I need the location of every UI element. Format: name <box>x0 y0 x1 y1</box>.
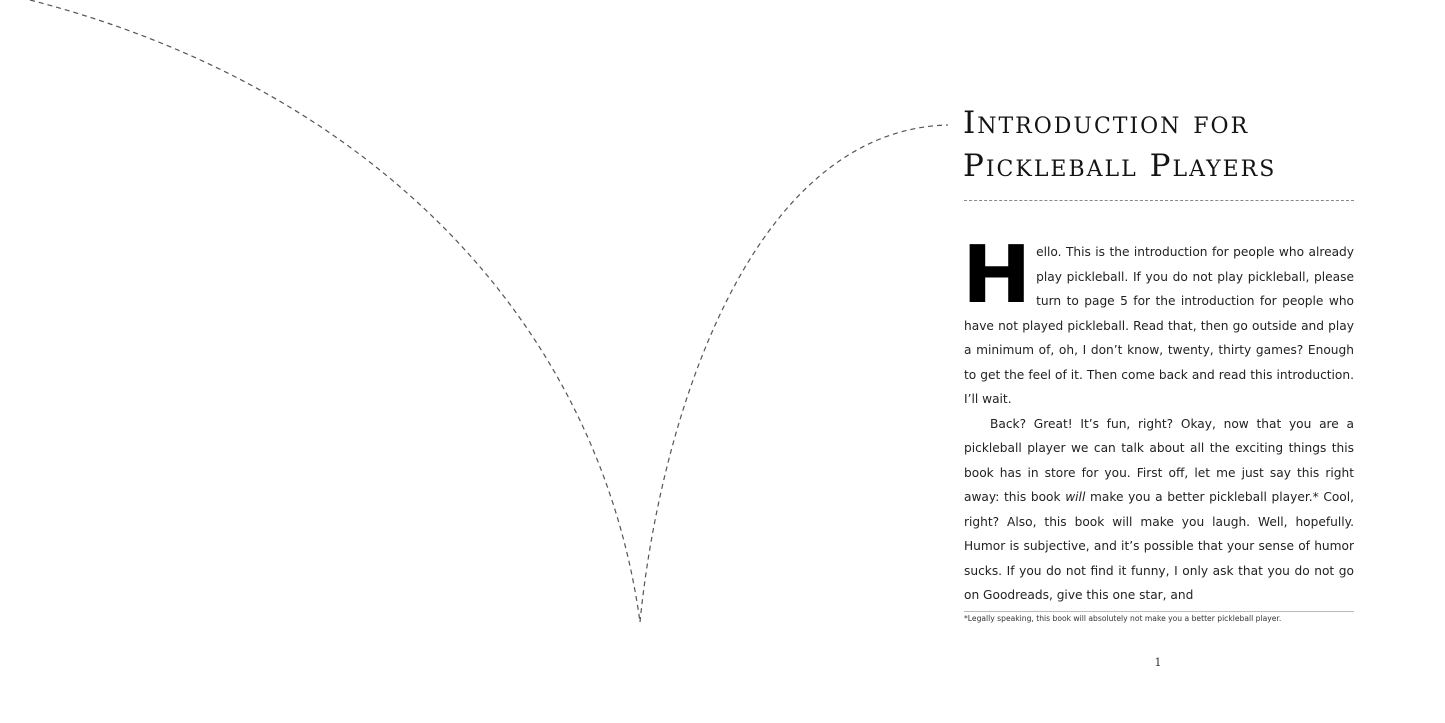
chapter-title <box>963 102 1383 188</box>
chapter-title-line-1: Introduction for <box>963 105 1250 141</box>
paragraph-2-text-start: Back? Great! It’s fun, right? Okay, now that you are a pickleball player we can talk about all the exciting things this book has in store for you. First off, let me just say this right away: this book <box>964 416 1354 504</box>
trajectory-arc-descending <box>30 0 640 622</box>
page-number: 1 <box>1154 656 1162 669</box>
body-text <box>962 229 1355 602</box>
footnote: *Legally speaking, this book will absolutely not make you a better pickleball player. <box>964 614 1282 623</box>
paragraph-1 <box>962 229 1354 412</box>
drop-cap: H <box>962 229 1032 321</box>
trajectory-arc-ascending <box>640 125 948 622</box>
title-divider <box>964 200 1354 201</box>
chapter-title-line-2: Pickleball Players <box>963 148 1277 184</box>
paragraph-1-text: ello. This is the introduction for people who already play pickleball. If you do not play pickleball, please turn to page 5 for the introduction for people who have not played pickleball. Read that, then go outside and play a minimum of, oh, I don’t know, twenty, thirty games? Enough to get the feel of it. Then come back and read this introduction. I’ll wait. <box>964 245 1354 406</box>
footnote-divider <box>964 611 1354 612</box>
paragraph-2-emphasis: will <box>1065 490 1086 504</box>
paragraph-2-text-end: make you a better pickleball player.* Cool, right? Also, this book will make you laugh. Well, hopefully. Humor is subjective, and it’s possible that your sense of humor sucks. If you do not find it funny, I only ask that you do not go on Goodreads, give this one star, and <box>964 490 1355 602</box>
paragraph-2 <box>964 412 1354 608</box>
